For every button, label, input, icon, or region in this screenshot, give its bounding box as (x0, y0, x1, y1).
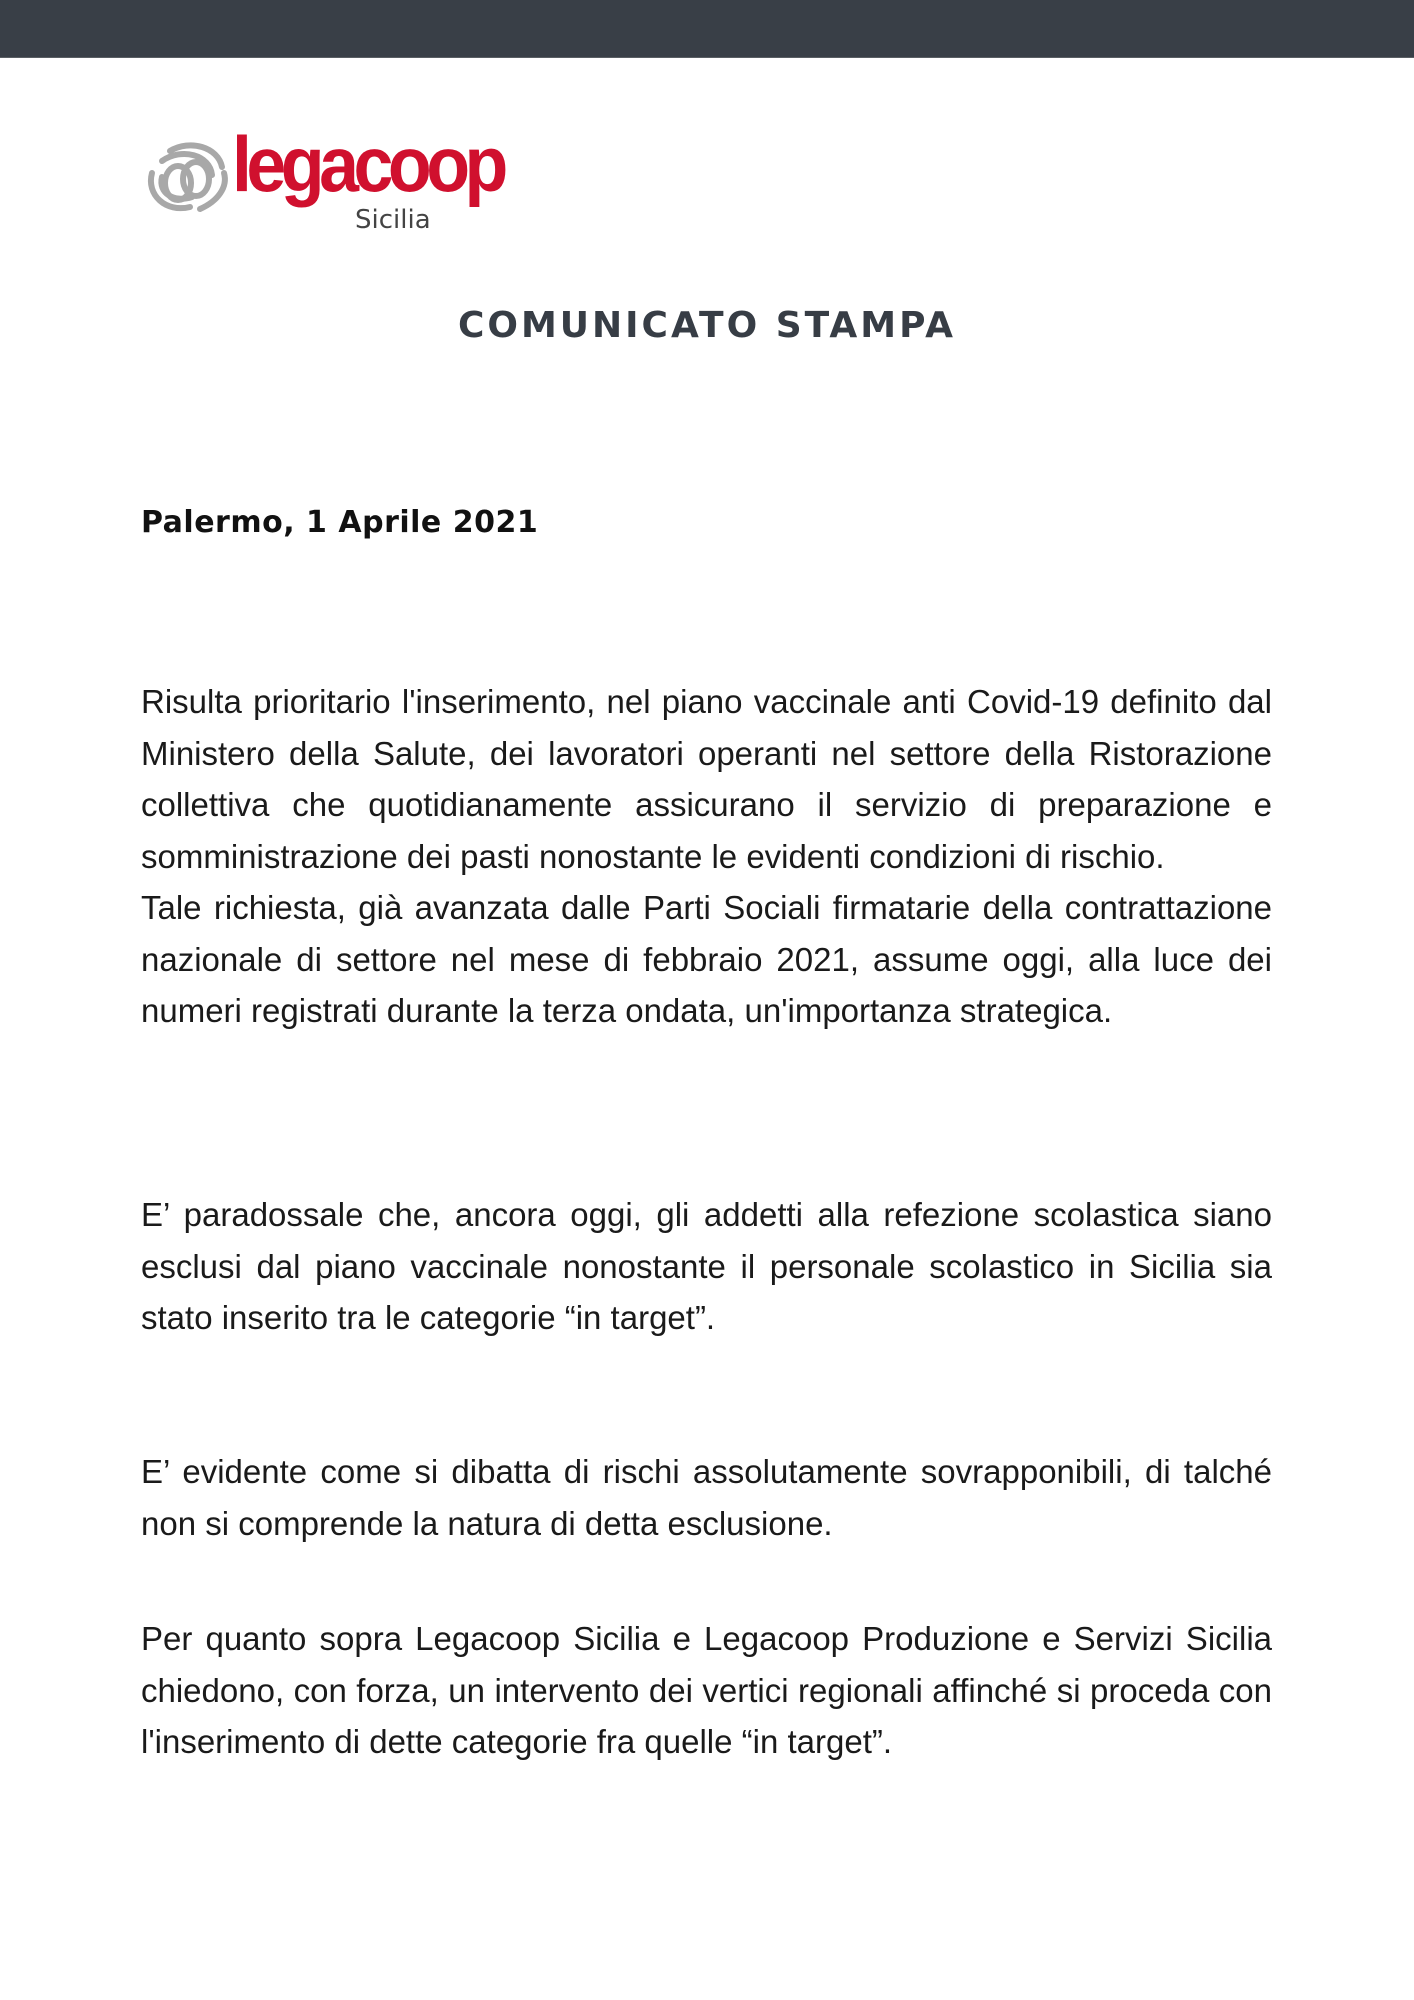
paragraph-1 (141, 676, 1272, 1037)
page-title: COMUNICATO STAMPA (457, 305, 957, 346)
paragraph-4: Per quanto sopra Legacoop Sicilia e Legacoop Produzione e Servizi Sicilia chiedono, con forza, un intervento dei vertici regionali affinché si proceda con l'inserimento di dette categorie fra quelle “in target”. (141, 1620, 1272, 1760)
top-bar (0, 0, 1414, 58)
paragraph-1b: Tale richiesta, già avanzata dalle Parti Sociali firmatarie della contrattazione nazionale di settore nel mese di febbraio 2021, assume oggi, alla luce dei numeri registrati durante la terza ondata, un'importanza strategica. (141, 889, 1272, 1029)
logo-region: Sicilia (355, 205, 431, 235)
legacoop-swirl-icon (140, 139, 232, 219)
paragraph-2: E’ paradossale che, ancora oggi, gli addetti alla refezione scolastica siano esclusi dal piano vaccinale nonostante il personale scolastico in Sicilia sia stato inserito tra le categorie “in target”. (141, 1196, 1272, 1336)
legacoop-logo (140, 120, 520, 245)
paragraph-1a: Risulta prioritario l'inserimento, nel piano vaccinale anti Covid-19 definito dal Ministero della Salute, dei lavoratori operanti nel settore della Ristorazione collettiva che quotidianamente assicurano il servizio di preparazione e somministrazione dei pasti nonostante le evidenti condizioni di rischio. (141, 683, 1272, 875)
paragraph-3: E’ evidente come si dibatta di rischi assolutamente sovrapponibili, di talché non si comprende la natura di detta esclusione. (141, 1453, 1272, 1542)
logo-wordmark: legacoop (232, 120, 503, 208)
date-line: Palermo, 1 Aprile 2021 (141, 505, 539, 540)
